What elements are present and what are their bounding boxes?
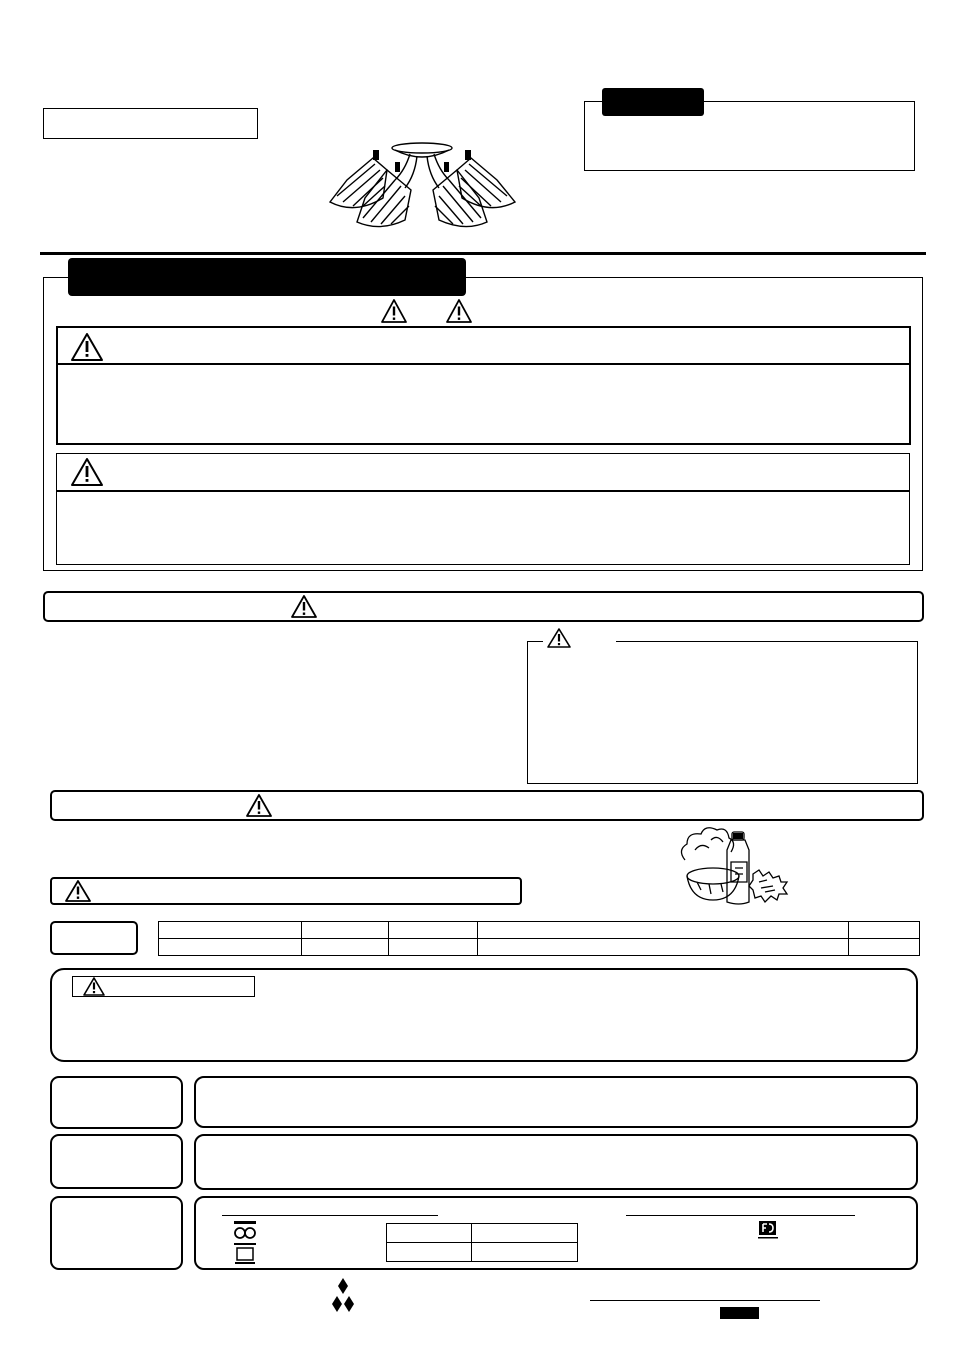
- table-row: [387, 1224, 578, 1243]
- caution-heading-small: [50, 877, 522, 905]
- notice-tab: [602, 88, 704, 116]
- table-cell: [849, 922, 920, 939]
- info2-content-box: [194, 1134, 918, 1190]
- footer-underline: [590, 1300, 820, 1301]
- table-cell: [389, 939, 478, 956]
- table-row: [387, 1243, 578, 1262]
- section-heading-1: [43, 591, 924, 622]
- caution-divider: [56, 490, 910, 492]
- free-call-icon: [757, 1220, 779, 1240]
- table-cell: [302, 939, 389, 956]
- safety-title-bar: [68, 258, 466, 296]
- section-heading-2: [50, 790, 924, 821]
- cleaning-supplies-illustration: [675, 820, 790, 908]
- table-cell: [302, 922, 389, 939]
- table-cell: [471, 1243, 577, 1262]
- table-cell: [387, 1243, 472, 1262]
- warning-divider: [56, 363, 911, 365]
- caution-icon: [82, 976, 106, 997]
- table-cell: [471, 1224, 577, 1243]
- contact-label-box: [50, 1196, 183, 1270]
- contact-table: [386, 1223, 578, 1262]
- warning-icon: [245, 793, 273, 818]
- warning-box: [56, 326, 911, 445]
- contact-underline-left: [222, 1215, 438, 1216]
- warning-icon: [380, 298, 408, 324]
- footer-code-box: [720, 1307, 759, 1319]
- table-cell: [387, 1224, 472, 1243]
- caution-label-icon: [70, 457, 104, 487]
- info2-label-box: [50, 1134, 183, 1189]
- free-dial-icon: [232, 1220, 258, 1240]
- warning-label-icon: [70, 332, 104, 362]
- table-cell: [159, 922, 302, 939]
- caution-note-icon: [546, 627, 572, 649]
- info1-label-box: [50, 1076, 183, 1129]
- table-cell: [849, 939, 920, 956]
- table-cell: [477, 922, 849, 939]
- table-cell: [389, 922, 478, 939]
- specs-label-box: [50, 921, 138, 955]
- model-number-box: [43, 108, 258, 139]
- header-rule: [40, 252, 926, 255]
- caution-icon: [64, 879, 92, 903]
- contact-underline-right: [626, 1215, 855, 1216]
- caution-note-top-left: [527, 641, 543, 642]
- caution-note-box: [527, 641, 918, 784]
- specs-table: [158, 921, 920, 956]
- table-row: [159, 939, 920, 956]
- info1-content-box: [194, 1076, 918, 1128]
- caution-box: [56, 453, 910, 565]
- chandelier-illustration: [325, 140, 520, 232]
- warning-icon: [290, 594, 318, 619]
- table-cell: [477, 939, 849, 956]
- company-logo-icon: [330, 1278, 356, 1320]
- table-cell: [159, 939, 302, 956]
- caution-icon: [445, 298, 473, 324]
- caution-note-top-right: [616, 641, 918, 642]
- table-row: [159, 922, 920, 939]
- internet-icon: [232, 1242, 258, 1266]
